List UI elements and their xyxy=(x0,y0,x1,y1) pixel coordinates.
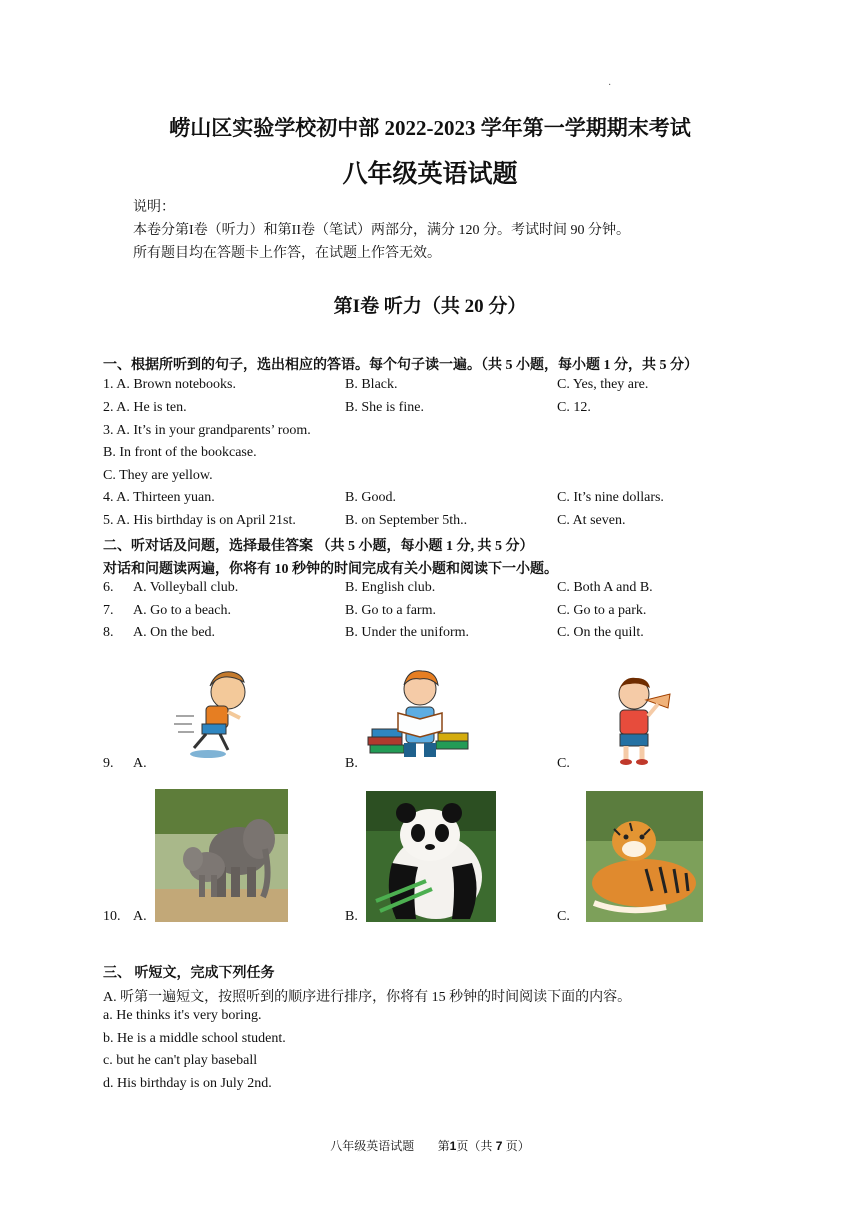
q1-option-b: B. Black. xyxy=(345,377,398,392)
tiger-image xyxy=(586,791,703,922)
q2-option-c: C. 12. xyxy=(557,400,591,415)
notes-label: 说明： xyxy=(133,200,175,215)
q6-option-b: B. English club. xyxy=(345,580,436,595)
q1-option-a: 1. A. Brown notebooks. xyxy=(103,377,236,392)
exam-subtitle: 八年级英语试题 xyxy=(342,161,518,188)
q6-option-c: C. Both A and B. xyxy=(557,580,653,595)
footer-page-suffix: 页） xyxy=(505,1139,530,1153)
q2-option-b: B. She is fine. xyxy=(345,400,424,415)
panda-image xyxy=(366,791,496,922)
q6-number: 6. xyxy=(103,580,114,595)
q3-option-a: 3. A. It’s in your grandparents’ room. xyxy=(103,423,311,438)
q8-option-b: B. Under the uniform. xyxy=(345,625,470,640)
part3-instruction: A. 听第一遍短文，按照听到的顺序进行排序，你将有 15 秒钟的时间阅读下面的内容。 xyxy=(103,990,632,1005)
section-title: 第I卷 听力（共 20 分） xyxy=(333,296,527,317)
part2-heading: 二、听对话及问题，选择最佳答案 （共 5 小题，每小题 1 分, 共 5 分） xyxy=(103,539,534,554)
q2-option-a: 2. A. He is ten. xyxy=(103,400,187,415)
part3-item-a: a. He thinks it's very boring. xyxy=(103,1008,262,1023)
q9-option-b-label: B. xyxy=(345,756,358,771)
q6-option-a: A. Volleyball club. xyxy=(133,580,239,595)
part1-heading: 一、根据所听到的句子，选出相应的答语。每个句子读一遍。（共 5 小题，每小题 1 分，共 5 分） xyxy=(103,358,698,373)
q4-option-b: B. Good. xyxy=(345,490,396,505)
q7-number: 7. xyxy=(103,603,114,618)
notes-line-2: 所有题目均在答题卡上作答，在试题上作答无效。 xyxy=(133,246,441,261)
q7-option-b: B. Go to a farm. xyxy=(345,603,436,618)
q10-option-c-label: C. xyxy=(557,909,570,924)
q3-option-c: C. They are yellow. xyxy=(103,468,213,483)
exam-title: 崂山区实验学校初中部 2022-2023 学年第一学期期末考试 xyxy=(169,116,691,140)
running-boy-image xyxy=(172,668,258,764)
q9-option-a-label: A. xyxy=(133,756,147,771)
q9-option-c-label: C. xyxy=(557,756,570,771)
q10-option-a-label: A. xyxy=(133,909,147,924)
q5-option-c: C. At seven. xyxy=(557,513,626,528)
q1-option-c: C. Yes, they are. xyxy=(557,377,649,392)
footer-page-total: 7 xyxy=(495,1139,503,1153)
elephant-image xyxy=(155,789,288,922)
q7-option-a: A. Go to a beach. xyxy=(133,603,231,618)
q7-option-c: C. Go to a park. xyxy=(557,603,647,618)
q3-option-b: B. In front of the bookcase. xyxy=(103,445,257,460)
footer-page-prefix: 第 xyxy=(437,1139,450,1153)
part3-item-b: b. He is a middle school student. xyxy=(103,1031,286,1046)
page-footer xyxy=(0,1137,860,1154)
q8-option-c: C. On the quilt. xyxy=(557,625,644,640)
eating-boy-image xyxy=(600,674,676,768)
footer-page-number: 1 xyxy=(449,1139,457,1153)
part3-item-c: c. but he can't play baseball xyxy=(103,1053,258,1068)
q8-number: 8. xyxy=(103,625,114,640)
q4-option-a: 4. A. Thirteen yuan. xyxy=(103,490,215,505)
q9-number: 9. xyxy=(103,756,114,771)
footer-subject: 八年级英语试题 xyxy=(330,1139,415,1153)
header-dot: · xyxy=(608,80,612,91)
q5-option-a: 5. A. His birthday is on April 21st. xyxy=(103,513,296,528)
part3-heading: 三、 听短文，完成下列任务 xyxy=(103,966,275,981)
reading-boy-image xyxy=(366,667,470,763)
q10-number: 10. xyxy=(103,909,121,924)
footer-page-mid: 页（共 xyxy=(456,1139,493,1153)
part3-item-d: d. His birthday is on July 2nd. xyxy=(103,1076,272,1091)
part2-instruction: 对话和问题读两遍，你将有 10 秒钟的时间完成有关小题和阅读下一小题。 xyxy=(103,562,558,577)
q8-option-a: A. On the bed. xyxy=(133,625,216,640)
q10-option-b-label: B. xyxy=(345,909,358,924)
notes-line-1: 本卷分第I卷（听力）和第II卷（笔试）两部分，满分 120 分。考试时间 90 分钟。 xyxy=(133,223,630,238)
q5-option-b: B. on September 5th.. xyxy=(345,513,468,528)
q4-option-c: C. It’s nine dollars. xyxy=(557,490,664,505)
